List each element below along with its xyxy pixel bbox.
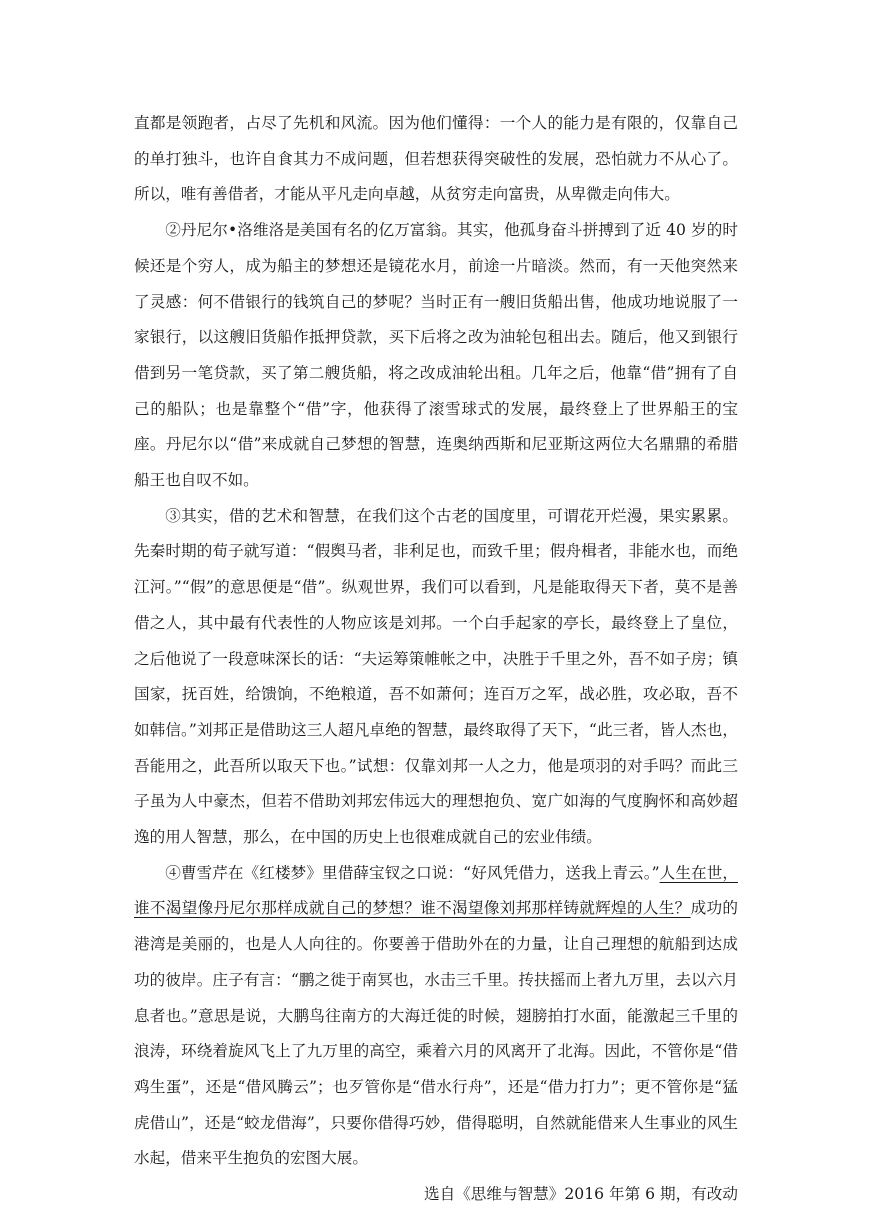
paragraph-3: ③其实，借的艺术和智慧，在我们这个古老的国度里，可谓花开烂漫，果实累累。先秦时期的荀子就写道：“假舆马者，非利足也，而致千里；假舟楫者，非能水也，而绝江河。”“假”的意思便是“借”。纵观世界，我们可以看到，凡是能取得天下者，莫不是善借之人，其中最有代表性的人物应该是刘邦。一个白手起家的亭长，最终登上了皇位，之后他说了一段意味深长的话：“夫运筹策帷帐之中，决胜于千里之外，吾不如子房；镇国家，抚百姓，给馈饷，不绝粮道，吾不如萧何；连百万之军，战必胜，攻必取，吾不如韩信。”刘邦正是借助这三人超凡卓绝的智慧，最终取得了天下，“此三者，皆人杰也，吾能用之，此吾所以取天下也。”试想：仅靠刘邦一人之力，他是项羽的对手吗？而此三子虽为人中豪杰，但若不借助刘邦宏伟远大的理想抱负、宽广如海的气度胸怀和高妙超逸的用人智慧，那么，在中国的历史上也很难成就自己的宏业伟绩。 <box>134 506 738 847</box>
paragraph-4-rest: 成功的港湾是美丽的，也是人人向往的。你要善于借助外在的力量，让自己理想的航船到达成功的彼岸。庄子有言：“鹏之徙于南冥也，水击三千里。抟扶摇而上者九万里，去以六月息者也。”意思是说，大鹏鸟往南方的大海迁徙的时候，翅膀拍打水面，能激起三千里的浪涛，环绕着旋风飞上了九万里的高空，乘着六月的风离开了北海。因此，不管你是“借鸡生蛋”，还是“借风腾云”；也歹管你是“借水行舟”，还是“借力打力”；更不管你是“猛虎借山”，还是“蛟龙借海”，只要你借得巧妙，借得聪明，自然就能借来人生事业的风生水起，借来平生抱负的宏图大展。 <box>134 899 738 1168</box>
paragraph-1: 直都是领跑者，占尽了先机和风流。因为他们懂得：一个人的能力是有限的，仅靠自己的单打独斗，也许自食其力不成问题，但若想获得突破性的发展，恐怕就力不从心了。所以，唯有善借者，才能从平凡走向卓越，从贫穷走向富贵，从卑微走向伟大。 <box>134 114 738 204</box>
paragraph-2: ②丹尼尔•洛维洛是美国有名的亿万富翁。其实，他孤身奋斗拼搏到了近 40 岁的时候还是个穷人，成为船主的梦想还是镜花水月，前途一片暗淡。然而，有一天他突然来了灵感：何不借银行的钱筑自己的梦呢？当时正有一艘旧货船出售，他成功地说服了一家银行，以这艘旧货船作抵押贷款，买下后将之改为油轮包租出去。随后，他又到银行借到另一笔贷款，买了第二艘货船，将之改成油轮出租。几年之后，他靠“借”拥有了自己的船队；也是靠整个“借”字，他获得了滚雪球式的发展，最终登上了世界船王的宝座。丹尼尔以“借”来成就自己梦想的智慧，连奥纳西斯和尼亚斯这两位大名鼎鼎的希腊船王也自叹不如。 <box>134 221 738 490</box>
article-body <box>134 106 738 1213</box>
source-citation: 选自《思维与智慧》2016 年第 6 期，有改动 <box>424 1185 738 1204</box>
underlined-sentence: 人生在世，谁不渴望像丹尼尔那样成就自己的梦想？谁不渴望像刘邦那样铸就辉煌的人生？ <box>134 863 738 918</box>
paragraph-4 <box>134 856 738 1177</box>
paragraph-4-intro: ④曹雪芹在《红楼梦》里借薛宝钗之口说：“好风凭借力，送我上青云。” <box>165 863 660 882</box>
